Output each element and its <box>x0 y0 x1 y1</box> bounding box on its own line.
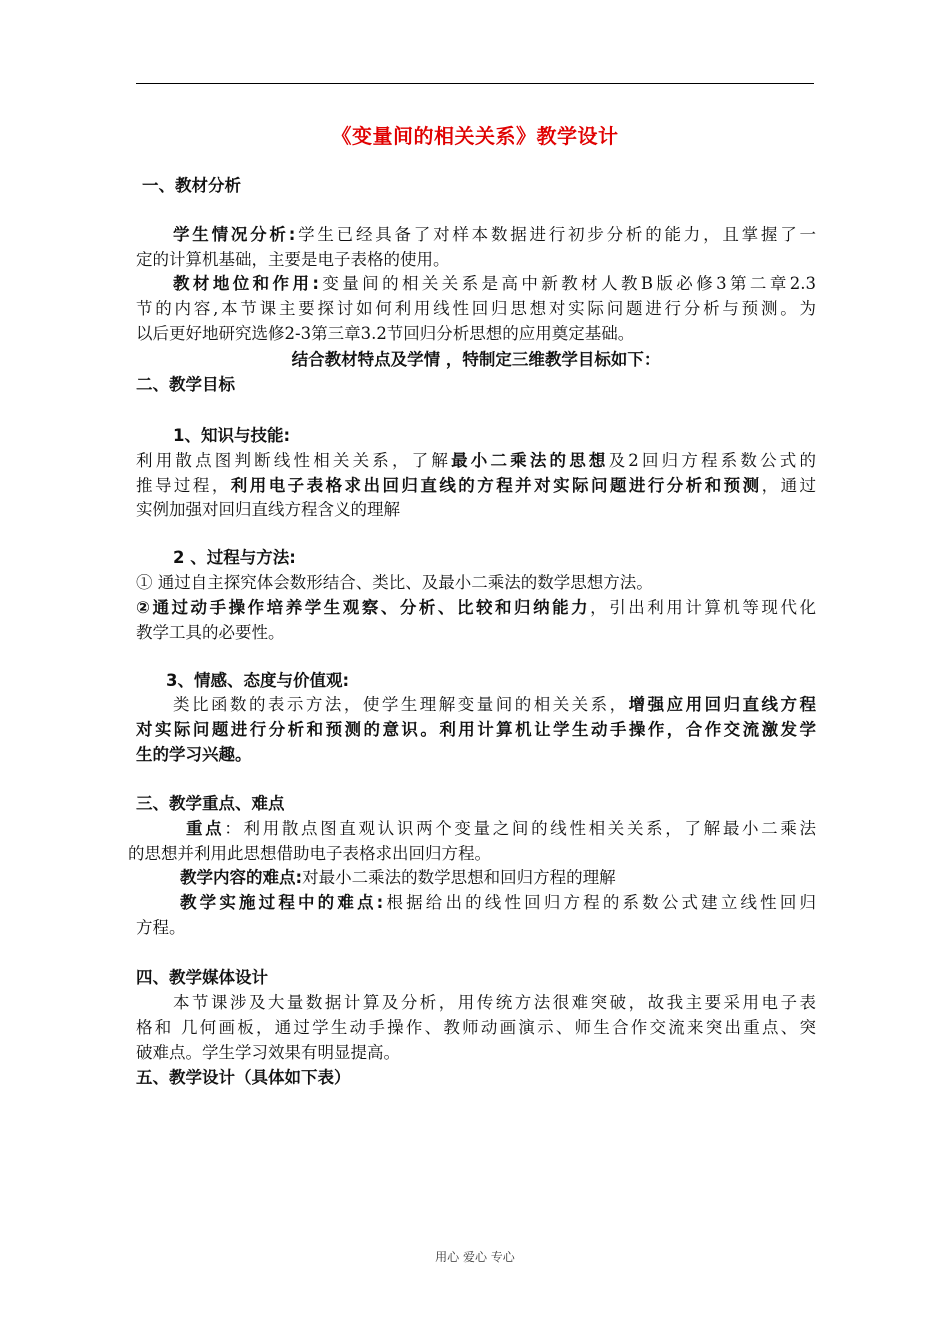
paragraph-student-analysis-line1: 学生情况分析:学生已经具备了对样本数据进行初步分析的能力，且掌握了一 <box>173 225 816 244</box>
difficulty-implementation-line1: 教学实施过程中的难点:根据给出的线性回归方程的系数公式建立线性回归 <box>180 893 817 912</box>
media-line1: 本节课涉及大量数据计算及分析，用传统方法很难突破，故我主要采用电子表 <box>173 993 816 1012</box>
attitude-line2: 对实际问题进行分析和预测的意识。利用计算机让学生动手操作，合作交流激发学 <box>136 720 816 739</box>
knowledge-line1: 利用散点图判断线性相关关系，了解最小二乘法的思想及2回归方程系数公式的 <box>136 451 817 470</box>
knowledge-line2: 推导过程，利用电子表格求出回归直线的方程并对实际问题进行分析和预测，通过 <box>136 476 817 495</box>
objective-intro-line: 结合教材特点及学情 ，特制定三维教学目标如下： <box>291 350 661 369</box>
process-line1: ① 通过自主探究体会数形结合、类比、及最小二乘法的数学思想方法。 <box>136 573 653 592</box>
difficulty-content-line: 教学内容的难点:对最小二乘法的数学思想和回归方程的理解 <box>180 868 616 887</box>
key-point-line2: 的思想并利用此思想借助电子表格求出回归方程。 <box>128 844 491 863</box>
knowledge-line3: 实例加强对回归直线方程含义的理解 <box>136 500 400 519</box>
key-point-line1: 重点：利用散点图直观认识两个变量之间的线性相关关系，了解最小二乘法 <box>186 819 816 838</box>
attitude-line1: 类比函数的表示方法，使学生理解变量间的相关关系，增强应用回归直线方程 <box>173 695 817 714</box>
subheading-process-methods: 2 、过程与方法: <box>173 548 296 567</box>
section-heading-4: 四、教学媒体设计 <box>136 968 268 987</box>
document-title: 《变量间的相关关系》教学设计 <box>331 124 619 148</box>
attitude-line3: 生的学习兴趣。 <box>136 745 252 764</box>
subheading-attitude-values: 3、情感、态度与价值观: <box>166 671 350 690</box>
paragraph-student-analysis-line2: 定的计算机基础，主要是电子表格的使用。 <box>136 250 450 269</box>
header-rule <box>136 83 814 84</box>
paragraph-material-role-line1: 教材地位和作用:变量间的相关关系是高中新教材人教B版必修3第二章2.3 <box>173 274 816 293</box>
label-key-point: 重点 <box>186 819 225 838</box>
media-line2: 格和 几何画板，通过学生动手操作、教师动画演示、师生合作交流来突出重点、突 <box>136 1018 816 1037</box>
process-line2: ②通过动手操作培养学生观察、分析、比较和归纳能力，引出利用计算机等现代化 <box>136 598 816 617</box>
label-student-analysis: 学生情况分析: <box>173 225 296 244</box>
media-line3: 破难点。学生学习效果有明显提高。 <box>136 1043 400 1062</box>
section-heading-3: 三、教学重点、难点 <box>136 794 285 813</box>
subheading-knowledge-skills: 1、知识与技能: <box>173 426 291 445</box>
label-material-role: 教材地位和作用: <box>173 274 319 293</box>
process-line3: 教学工具的必要性。 <box>136 623 285 642</box>
section-heading-5: 五、教学设计（具体如下表） <box>136 1068 351 1087</box>
page-footer: 用心 爱心 专心 <box>435 1250 515 1264</box>
paragraph-material-role-line2: 节的内容,本节课主要探讨如何利用线性回归思想对实际问题进行分析与预测。为 <box>136 299 816 318</box>
difficulty-implementation-line2: 方程。 <box>136 918 186 937</box>
section-heading-2: 二、教学目标 <box>136 375 235 394</box>
section-heading-1: 一、教材分析 <box>142 176 241 195</box>
paragraph-material-role-line3: 以后更好地研究选修2-3第三章3.2节回归分析思想的应用奠定基础。 <box>136 324 635 343</box>
